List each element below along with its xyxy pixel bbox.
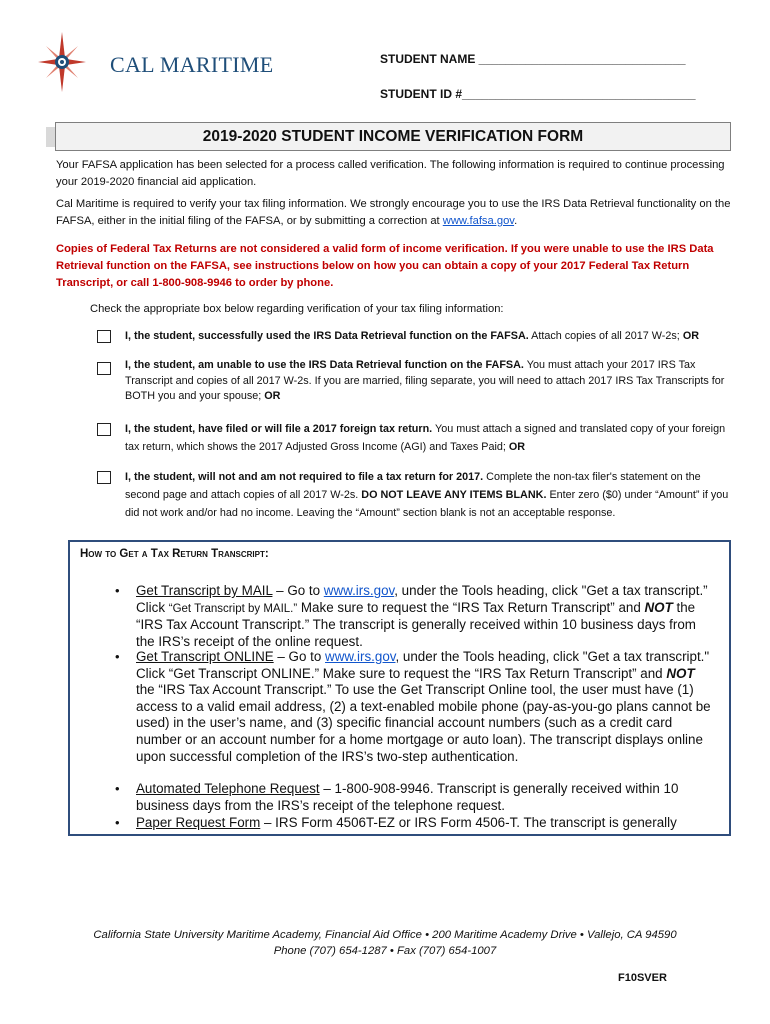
online-text-b: , under the Tools heading, click "Get a tax transcript." Click “Get Transcript ONLINE.” Make sure to request the “IRS Tax Return Transcript” and (136, 649, 710, 681)
mail-title: Get Transcript by MAIL (136, 583, 273, 598)
option-2-or: OR (264, 390, 281, 402)
paper-title: Paper Request Form (136, 815, 261, 830)
option-checkbox-3[interactable] (97, 423, 111, 436)
irs-drt-paragraph (56, 196, 736, 230)
online-text-c: the “IRS Tax Account Transcript.” To use the Get Transcript Online tool, the user must have (1) access to a valid email address, (2) a text-enabled mobile phone (pay-as-you-go plans cannot be used) in the user’s name, and (3) specific financial account numbers (such as a credit card number or an account number for a home mortgage or auto loan). The transcript displays online upon successful completion of the IRS’s two-step authentication. (136, 682, 711, 764)
option-3-bold: I, the student, have filed or will file a 2017 foreign tax return. (125, 423, 433, 435)
cal-maritime-compass-logo (36, 30, 88, 94)
option-3-text: You must attach a signed and translated copy of your foreign tax return, which shows the 2017 Adjusted Gross Income (AGI) and Taxes Paid; (125, 423, 726, 453)
footer-address: California State University Maritime Academy, Financial Aid Office • 200 Maritime Academy Drive • Vallejo, CA 94590 (93, 929, 677, 941)
online-text-a: – Go to (273, 649, 326, 664)
paper-text: – IRS Form 4506T-EZ or IRS Form 4506-T. The transcript is generally (260, 815, 677, 830)
option-checkbox-4[interactable] (97, 471, 111, 484)
irs-link-1[interactable]: www.irs.gov (323, 583, 395, 598)
logo-wordmark: CAL MARITIME (110, 52, 274, 77)
option-text-2 (125, 358, 735, 405)
option-checkbox-1[interactable] (97, 330, 111, 343)
bullet-item-telephone (136, 781, 716, 814)
option-text-3 (125, 420, 735, 456)
option-2-text: You must attach your 2017 IRS Tax Transcript and copies of all 2017 W-2s. If you are married, filing separate, you will need to attach 2017 IRS Tax Transcripts for BOTH you and your spouse; (125, 359, 725, 402)
mail-text-small: “Get Transcript by MAIL.” (168, 602, 298, 615)
footer-contact: Phone (707) 654-1287 • Fax (707) 654-1007 (273, 945, 497, 957)
option-4-text: Complete the non-tax filer's statement on the second page and attach copies of all 2017 W-2s. (125, 471, 701, 501)
telephone-text: – 1-800-908-9946. Transcript is generally received within 10 business days from the IRS’s receipt of the telephone request. (136, 781, 679, 813)
mail-text-c: Make sure to request the “IRS Tax Return Transcript” and (297, 599, 645, 615)
mail-not: NOT (644, 599, 673, 615)
bullet: • (115, 583, 120, 598)
bullet: • (115, 815, 120, 830)
mail-text-a: – Go to (272, 583, 324, 598)
bullet-item-mail (136, 583, 716, 650)
option-4-text-2: Enter zero ($0) under “Amount” if you did not work and/or had no income. Leaving the “Amount” section blank is not an acceptable response. (125, 489, 729, 519)
option-1-or: OR (682, 330, 700, 342)
telephone-title: Automated Telephone Request (136, 781, 320, 796)
bullet: • (115, 649, 120, 664)
fafsa-link[interactable]: www.fafsa.gov (442, 215, 515, 227)
title-accent (46, 127, 55, 147)
irs-drt-end: . (514, 215, 518, 227)
option-checkbox-2[interactable] (97, 362, 111, 375)
warning-paragraph: Copies of Federal Tax Returns are not considered a valid form of income verification. If you were unable to use the IRS Data Retrieval function on the FAFSA, see instructions below on how you can obtain a copy of your 2017 Federal Tax Return Transcript, or call 1-800-908-9946 to order by phone. (56, 243, 714, 289)
online-not: NOT (666, 665, 695, 681)
bullet: • (115, 781, 120, 796)
irs-drt-text: Cal Maritime is required to verify your tax filing information. We strongly encourage you to use the IRS Data Retrieval functionality on the FAFSA, either in the initial filing of the FAFSA, or by submitting a correction at (56, 198, 731, 227)
option-text-1 (125, 327, 735, 345)
form-id: F10SVER (618, 972, 667, 984)
form-title: 2019-2020 STUDENT INCOME VERIFICATION FORM (55, 122, 731, 151)
option-1-bold: I, the student, successfully used the IRS Data Retrieval function on the FAFSA. (125, 330, 529, 342)
option-4-bold: I, the student, will not and am not required to file a tax return for 2017. (125, 471, 484, 483)
option-2-bold: I, the student, am unable to use the IRS Data Retrieval function on the FAFSA. (125, 359, 524, 371)
bullet-item-paper (136, 815, 716, 832)
option-text-4 (125, 468, 735, 522)
intro-paragraph: Your FAFSA application has been selected for a process called verification. The following information is required to continue processing your 2019-2020 financial aid application. (56, 159, 725, 188)
student-id-field[interactable]: STUDENT ID #___________________________________ (380, 87, 696, 101)
mail-text-b: , under the Tools heading, click "Get a tax transcript.” Click (136, 583, 708, 615)
bullet-item-online (136, 649, 716, 765)
option-3-or: OR (508, 441, 526, 453)
irs-link-2[interactable]: www.irs.gov (325, 649, 396, 664)
mail-text-d: the “IRS Tax Account Transcript.” The transcript is generally received within 10 business days from the IRS’s receipt of the online request. (136, 599, 696, 649)
transcript-box-heading: How to Get a Tax Return Transcript: (80, 548, 269, 560)
option-1-text: Attach copies of all 2017 W-2s; (528, 330, 683, 342)
student-name-field[interactable]: STUDENT NAME _______________________________ (380, 52, 686, 66)
option-4-blank-warning: DO NOT LEAVE ANY ITEMS BLANK. (361, 489, 547, 501)
online-title: Get Transcript ONLINE (136, 649, 274, 664)
check-prompt: Check the appropriate box below regarding verification of your tax filing information: (90, 303, 504, 315)
